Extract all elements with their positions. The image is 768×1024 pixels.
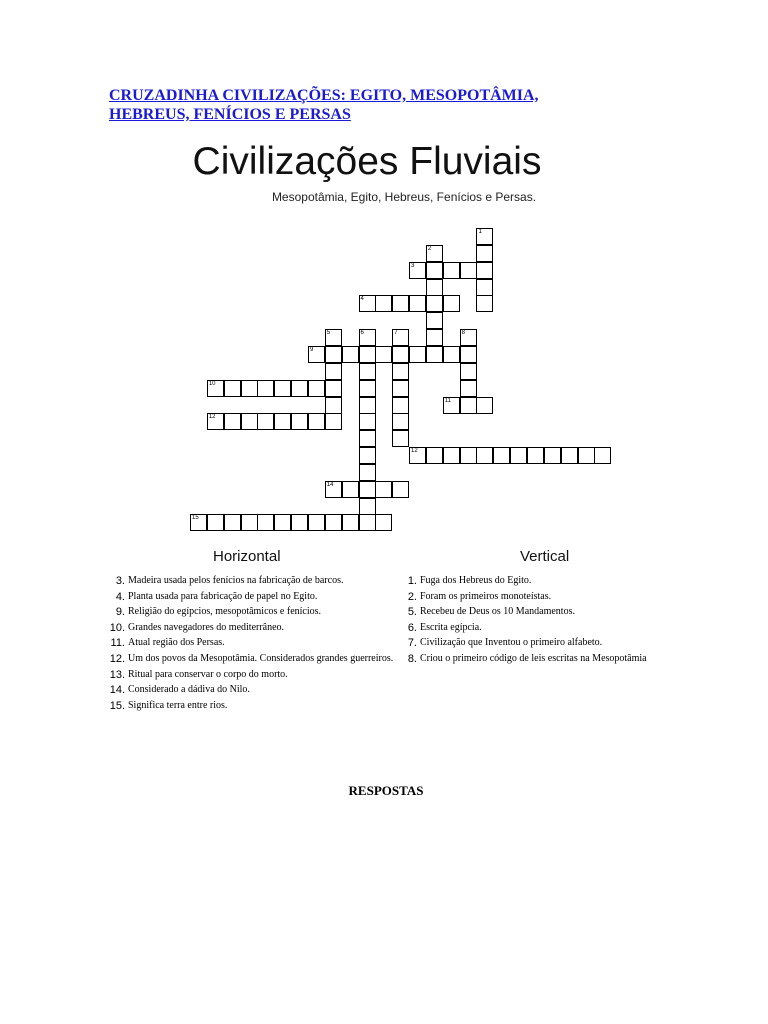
clue-number-label: 1 [478, 229, 482, 235]
crossword-cell[interactable] [342, 514, 359, 531]
crossword-cell[interactable] [241, 413, 258, 430]
crossword-cell[interactable] [274, 380, 291, 397]
title-link-line-2[interactable]: HEBREUS, FENÍCIOS E PERSAS [109, 106, 351, 123]
crossword-cell[interactable] [460, 346, 477, 363]
crossword-cell[interactable] [476, 245, 493, 262]
crossword-cell[interactable] [476, 397, 493, 414]
clue-item: 5. Recebeu de Deus os 10 Mandamentos. [407, 606, 575, 619]
crossword-cell[interactable] [291, 514, 308, 531]
crossword-cell[interactable] [359, 447, 376, 464]
puzzle-title: Civilizações Fluviais [192, 140, 542, 183]
crossword-cell[interactable] [257, 514, 274, 531]
clue-number-label: 11 [444, 397, 451, 404]
clue-number-label: 3 [411, 262, 415, 269]
crossword-cell[interactable] [527, 447, 544, 464]
crossword-cell[interactable] [359, 481, 376, 498]
crossword-cell[interactable] [308, 514, 325, 531]
crossword-cell[interactable] [224, 380, 241, 397]
crossword-cell[interactable] [325, 481, 342, 498]
crossword-cell[interactable] [359, 430, 376, 447]
crossword-cell[interactable] [561, 447, 578, 464]
crossword-cell[interactable] [325, 380, 342, 397]
crossword-cell[interactable] [257, 413, 274, 430]
clue-number-label: 12 [411, 448, 418, 455]
crossword-cell[interactable] [493, 447, 510, 464]
clue-item: 9. Religião do egípcios, mesopotâmicos e fenícios. [115, 606, 322, 619]
crossword-cell[interactable] [460, 447, 477, 464]
clue-number-label: 6 [360, 330, 364, 337]
clue-number-label: 12 [208, 414, 216, 421]
crossword-cell[interactable] [476, 228, 493, 245]
crossword-cell[interactable] [291, 413, 308, 430]
crossword-cell[interactable] [291, 380, 308, 397]
clue-item: 8. Criou o primeiro código de leis escritas na Mesopotâmia [407, 652, 647, 665]
crossword-cell[interactable] [359, 498, 376, 515]
crossword-cell[interactable] [325, 397, 342, 414]
clue-number-label: 8 [461, 330, 465, 337]
answers-heading: RESPOSTAS [348, 783, 424, 798]
crossword-cell[interactable] [392, 397, 409, 414]
document-title-link[interactable] [109, 86, 629, 124]
clue-item: 14. Considerado a dádiva do Nilo. [109, 684, 250, 697]
crossword-cell[interactable] [460, 329, 477, 346]
crossword-cell[interactable] [392, 346, 409, 363]
crossword-cell[interactable] [207, 514, 224, 531]
vertical-heading: Vertical [520, 548, 570, 565]
crossword-cell[interactable] [325, 346, 342, 363]
crossword-cell[interactable] [443, 262, 460, 279]
clue-number-label: 10 [208, 380, 216, 387]
clue-item: 11. Atual região dos Persas. [110, 637, 225, 650]
crossword-cell[interactable] [375, 481, 392, 498]
crossword-cell[interactable] [510, 447, 527, 464]
crossword-cell[interactable] [476, 295, 493, 312]
crossword-cell[interactable] [257, 380, 274, 397]
crossword-cell[interactable] [460, 363, 477, 380]
crossword-cell[interactable] [392, 363, 409, 380]
crossword-cell[interactable] [359, 514, 376, 531]
crossword-cell[interactable] [409, 262, 426, 279]
crossword-cell[interactable] [224, 514, 241, 531]
crossword-cell[interactable] [325, 413, 342, 430]
clue-item: 7. Civilização que Inventou o primeiro alfabeto. [407, 637, 603, 650]
clue-number-label: 9 [309, 346, 314, 353]
crossword-cell[interactable] [375, 346, 392, 363]
crossword-cell[interactable] [325, 329, 342, 346]
crossword-cell[interactable] [476, 447, 493, 464]
crossword-cell[interactable] [426, 295, 443, 312]
horizontal-clue-list [106, 576, 406, 716]
crossword-cell[interactable] [342, 481, 359, 498]
clue-number-label: 2 [427, 245, 432, 252]
crossword-cell[interactable] [308, 346, 325, 363]
clue-number-label: 15 [192, 515, 199, 522]
clue-item: 4. Planta usada para fabricação de papel no Egito. [115, 590, 318, 603]
crossword-cell[interactable] [375, 514, 392, 531]
clue-number-label: 7 [394, 330, 398, 337]
clue-item: 1. Fuga dos Hebreus do Egito. [407, 575, 532, 587]
crossword-cell[interactable] [476, 262, 493, 279]
crossword-cell[interactable] [190, 514, 207, 531]
crossword-cell[interactable] [443, 397, 460, 414]
puzzle-subtitle: Mesopotâmia, Egito, Hebreus, Fenícios e Persas. [271, 190, 537, 204]
crossword-cell[interactable] [392, 295, 409, 312]
crossword-cell[interactable] [392, 413, 409, 430]
crossword-cell[interactable] [544, 447, 561, 464]
crossword-cell[interactable] [392, 380, 409, 397]
crossword-cell[interactable] [308, 413, 325, 430]
clue-item: 2. Foram os primeiros monoteístas. [407, 590, 552, 603]
crossword-cell[interactable] [274, 413, 291, 430]
crossword-cell[interactable] [392, 329, 409, 346]
crossword-cell[interactable] [241, 380, 258, 397]
crossword-cell[interactable] [426, 245, 443, 262]
crossword-cell[interactable] [342, 346, 359, 363]
crossword-cell[interactable] [476, 279, 493, 296]
crossword-cell[interactable] [443, 346, 460, 363]
vertical-clue-list [398, 576, 708, 670]
crossword-cell[interactable] [594, 447, 611, 464]
crossword-cell[interactable] [241, 514, 258, 531]
clue-item: 6. Escrita egípcia. [407, 621, 482, 634]
crossword-cell[interactable] [325, 514, 342, 531]
crossword-cell[interactable] [392, 481, 409, 498]
crossword-cell[interactable] [426, 447, 443, 464]
crossword-cell[interactable] [359, 363, 376, 380]
crossword-cell[interactable] [359, 329, 376, 346]
crossword-cell[interactable] [426, 312, 443, 329]
crossword-cell[interactable] [426, 329, 443, 346]
crossword-cell[interactable] [409, 447, 426, 464]
crossword-cell[interactable] [359, 413, 376, 430]
crossword-cell[interactable] [426, 262, 443, 279]
horizontal-heading: Horizontal [213, 548, 281, 565]
clue-number-label: 4 [360, 296, 364, 303]
crossword-cell[interactable] [359, 464, 376, 481]
crossword-cell[interactable] [426, 279, 443, 296]
title-link-line-1[interactable]: CRUZADINHA CIVILIZAÇÕES: EGITO, MESOPOTÂMIA, [109, 87, 539, 104]
clue-item: 12. Um dos povos da Mesopotâmia. Considerados grandes guerreiros. [109, 652, 394, 665]
crossword-cell[interactable] [274, 514, 291, 531]
crossword-cell[interactable] [359, 346, 376, 363]
crossword-cell[interactable] [578, 447, 595, 464]
crossword-cell[interactable] [224, 413, 241, 430]
clue-item: 13. Ritual para conservar o corpo do morto. [109, 668, 288, 681]
crossword-cell[interactable] [443, 447, 460, 464]
crossword-cell[interactable] [308, 380, 325, 397]
crossword-cell[interactable] [460, 397, 477, 414]
crossword-cell[interactable] [359, 380, 376, 397]
crossword-cell[interactable] [207, 413, 224, 430]
crossword-cell[interactable] [375, 295, 392, 312]
clue-number-label: 14 [326, 481, 334, 488]
crossword-cell[interactable] [460, 262, 477, 279]
crossword-cell[interactable] [325, 363, 342, 380]
crossword-cell[interactable] [443, 295, 460, 312]
clue-item: 10. Grandes navegadores do mediterrâneo. [109, 621, 285, 634]
crossword-cell[interactable] [359, 397, 376, 414]
crossword-cell[interactable] [409, 346, 426, 363]
clue-item: 15. Significa terra entre rios. [109, 699, 228, 712]
crossword-cell[interactable] [392, 430, 409, 447]
crossword-cell[interactable] [409, 295, 426, 312]
crossword-cell[interactable] [426, 346, 443, 363]
clue-item: 3. Madeira usada pelos fenícios na fabricação de barcos. [115, 575, 344, 587]
clue-number-label: 5 [326, 330, 331, 337]
crossword-cell[interactable] [359, 295, 376, 312]
crossword-cell[interactable] [207, 380, 224, 397]
crossword-cell[interactable] [460, 380, 477, 397]
